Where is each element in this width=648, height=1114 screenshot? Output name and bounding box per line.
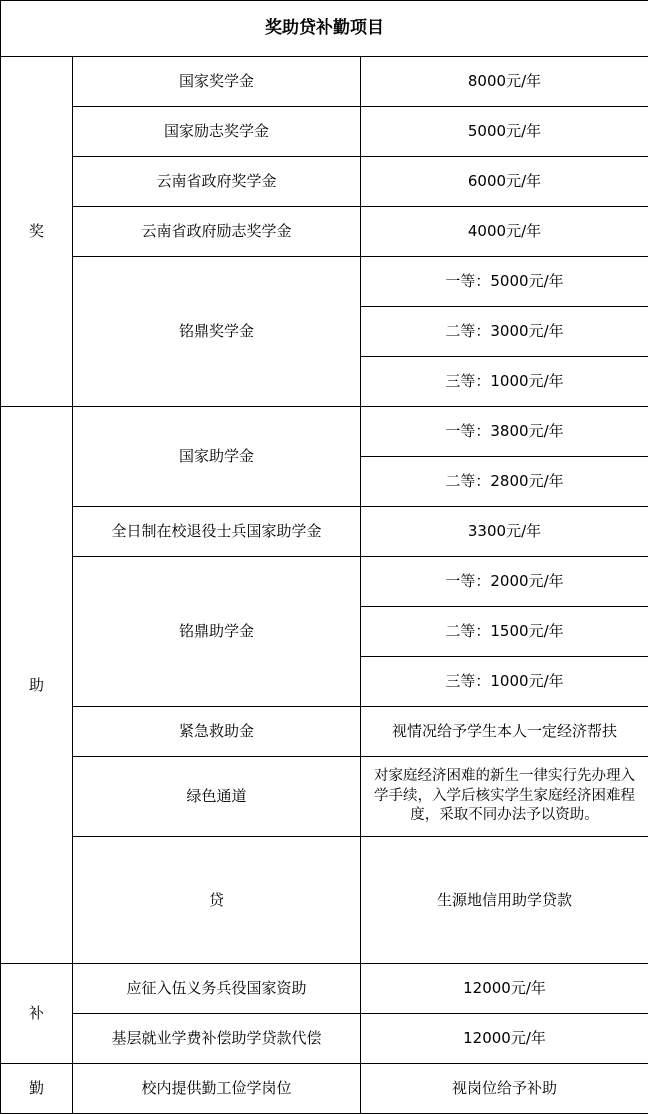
item-level-mingding-jiang-2: 二等：3000元/年 bbox=[361, 307, 648, 357]
item-level-guojia-zhuxuejin-2: 二等：2800元/年 bbox=[361, 457, 648, 507]
item-level-mingding-zhu-2: 二等：1500元/年 bbox=[361, 607, 648, 657]
item-name-guojia-jiangxuejin: 国家奖学金 bbox=[73, 57, 361, 107]
category-dai: 贷 bbox=[73, 837, 361, 964]
item-amount-guojia-lizhi: 5000元/年 bbox=[361, 107, 648, 157]
item-amount-guojia-jiangxuejin: 8000元/年 bbox=[361, 57, 648, 107]
item-name-xiaonei-qingong: 校内提供勤工俭学岗位 bbox=[73, 1064, 361, 1114]
item-amount-lvse-tongdao: 对家庭经济困难的新生一律实行先办理入学手续，入学后核实学生家庭经济困难程度，采取不同办法予以资助。 bbox=[361, 757, 648, 837]
item-level-mingding-jiang-1: 一等：5000元/年 bbox=[361, 257, 648, 307]
item-amount-yunnan-zhengfu-jiang: 6000元/年 bbox=[361, 157, 648, 207]
item-name-mingding-jiang: 铭鼎奖学金 bbox=[73, 257, 361, 407]
item-level-mingding-jiang-3: 三等：1000元/年 bbox=[361, 357, 648, 407]
item-level-guojia-zhuxuejin-1: 一等：3800元/年 bbox=[361, 407, 648, 457]
item-amount-yunnan-zhengfu-lizhi: 4000元/年 bbox=[361, 207, 648, 257]
item-amount-tuiyi-shibing: 3300元/年 bbox=[361, 507, 648, 557]
category-qin: 勤 bbox=[1, 1064, 73, 1114]
category-jiang: 奖 bbox=[1, 57, 73, 407]
item-name-guojia-zhuxuejin: 国家助学金 bbox=[73, 407, 361, 507]
item-name-guojia-lizhi: 国家励志奖学金 bbox=[73, 107, 361, 157]
item-name-jiceng-jiuye: 基层就业学费补偿助学贷款代偿 bbox=[73, 1014, 361, 1064]
item-name-tuiyi-shibing: 全日制在校退役士兵国家助学金 bbox=[73, 507, 361, 557]
category-zhu: 助 bbox=[1, 407, 73, 964]
item-name-yingzheng-rwu: 应征入伍义务兵役国家资助 bbox=[73, 964, 361, 1014]
item-name-lvse-tongdao: 绿色通道 bbox=[73, 757, 361, 837]
item-amount-jinji-jiuzhu: 视情况给予学生本人一定经济帮扶 bbox=[361, 707, 648, 757]
item-name-mingding-zhu: 铭鼎助学金 bbox=[73, 557, 361, 707]
item-amount-yingzheng-rwu: 12000元/年 bbox=[361, 964, 648, 1014]
item-name-yunnan-zhengfu-jiang: 云南省政府奖学金 bbox=[73, 157, 361, 207]
item-name-jinji-jiuzhu: 紧急救助金 bbox=[73, 707, 361, 757]
item-name-shengyuandi-daikuan: 生源地信用助学贷款 bbox=[361, 837, 648, 964]
category-bu: 补 bbox=[1, 964, 73, 1064]
item-amount-jiceng-jiuye: 12000元/年 bbox=[361, 1014, 648, 1064]
item-level-mingding-zhu-1: 一等：2000元/年 bbox=[361, 557, 648, 607]
item-name-yunnan-zhengfu-lizhi: 云南省政府励志奖学金 bbox=[73, 207, 361, 257]
item-amount-xiaonei-qingong: 视岗位给予补助 bbox=[361, 1064, 648, 1114]
item-level-mingding-zhu-3: 三等：1000元/年 bbox=[361, 657, 648, 707]
table-title: 奖助贷补勤项目 bbox=[1, 1, 648, 57]
